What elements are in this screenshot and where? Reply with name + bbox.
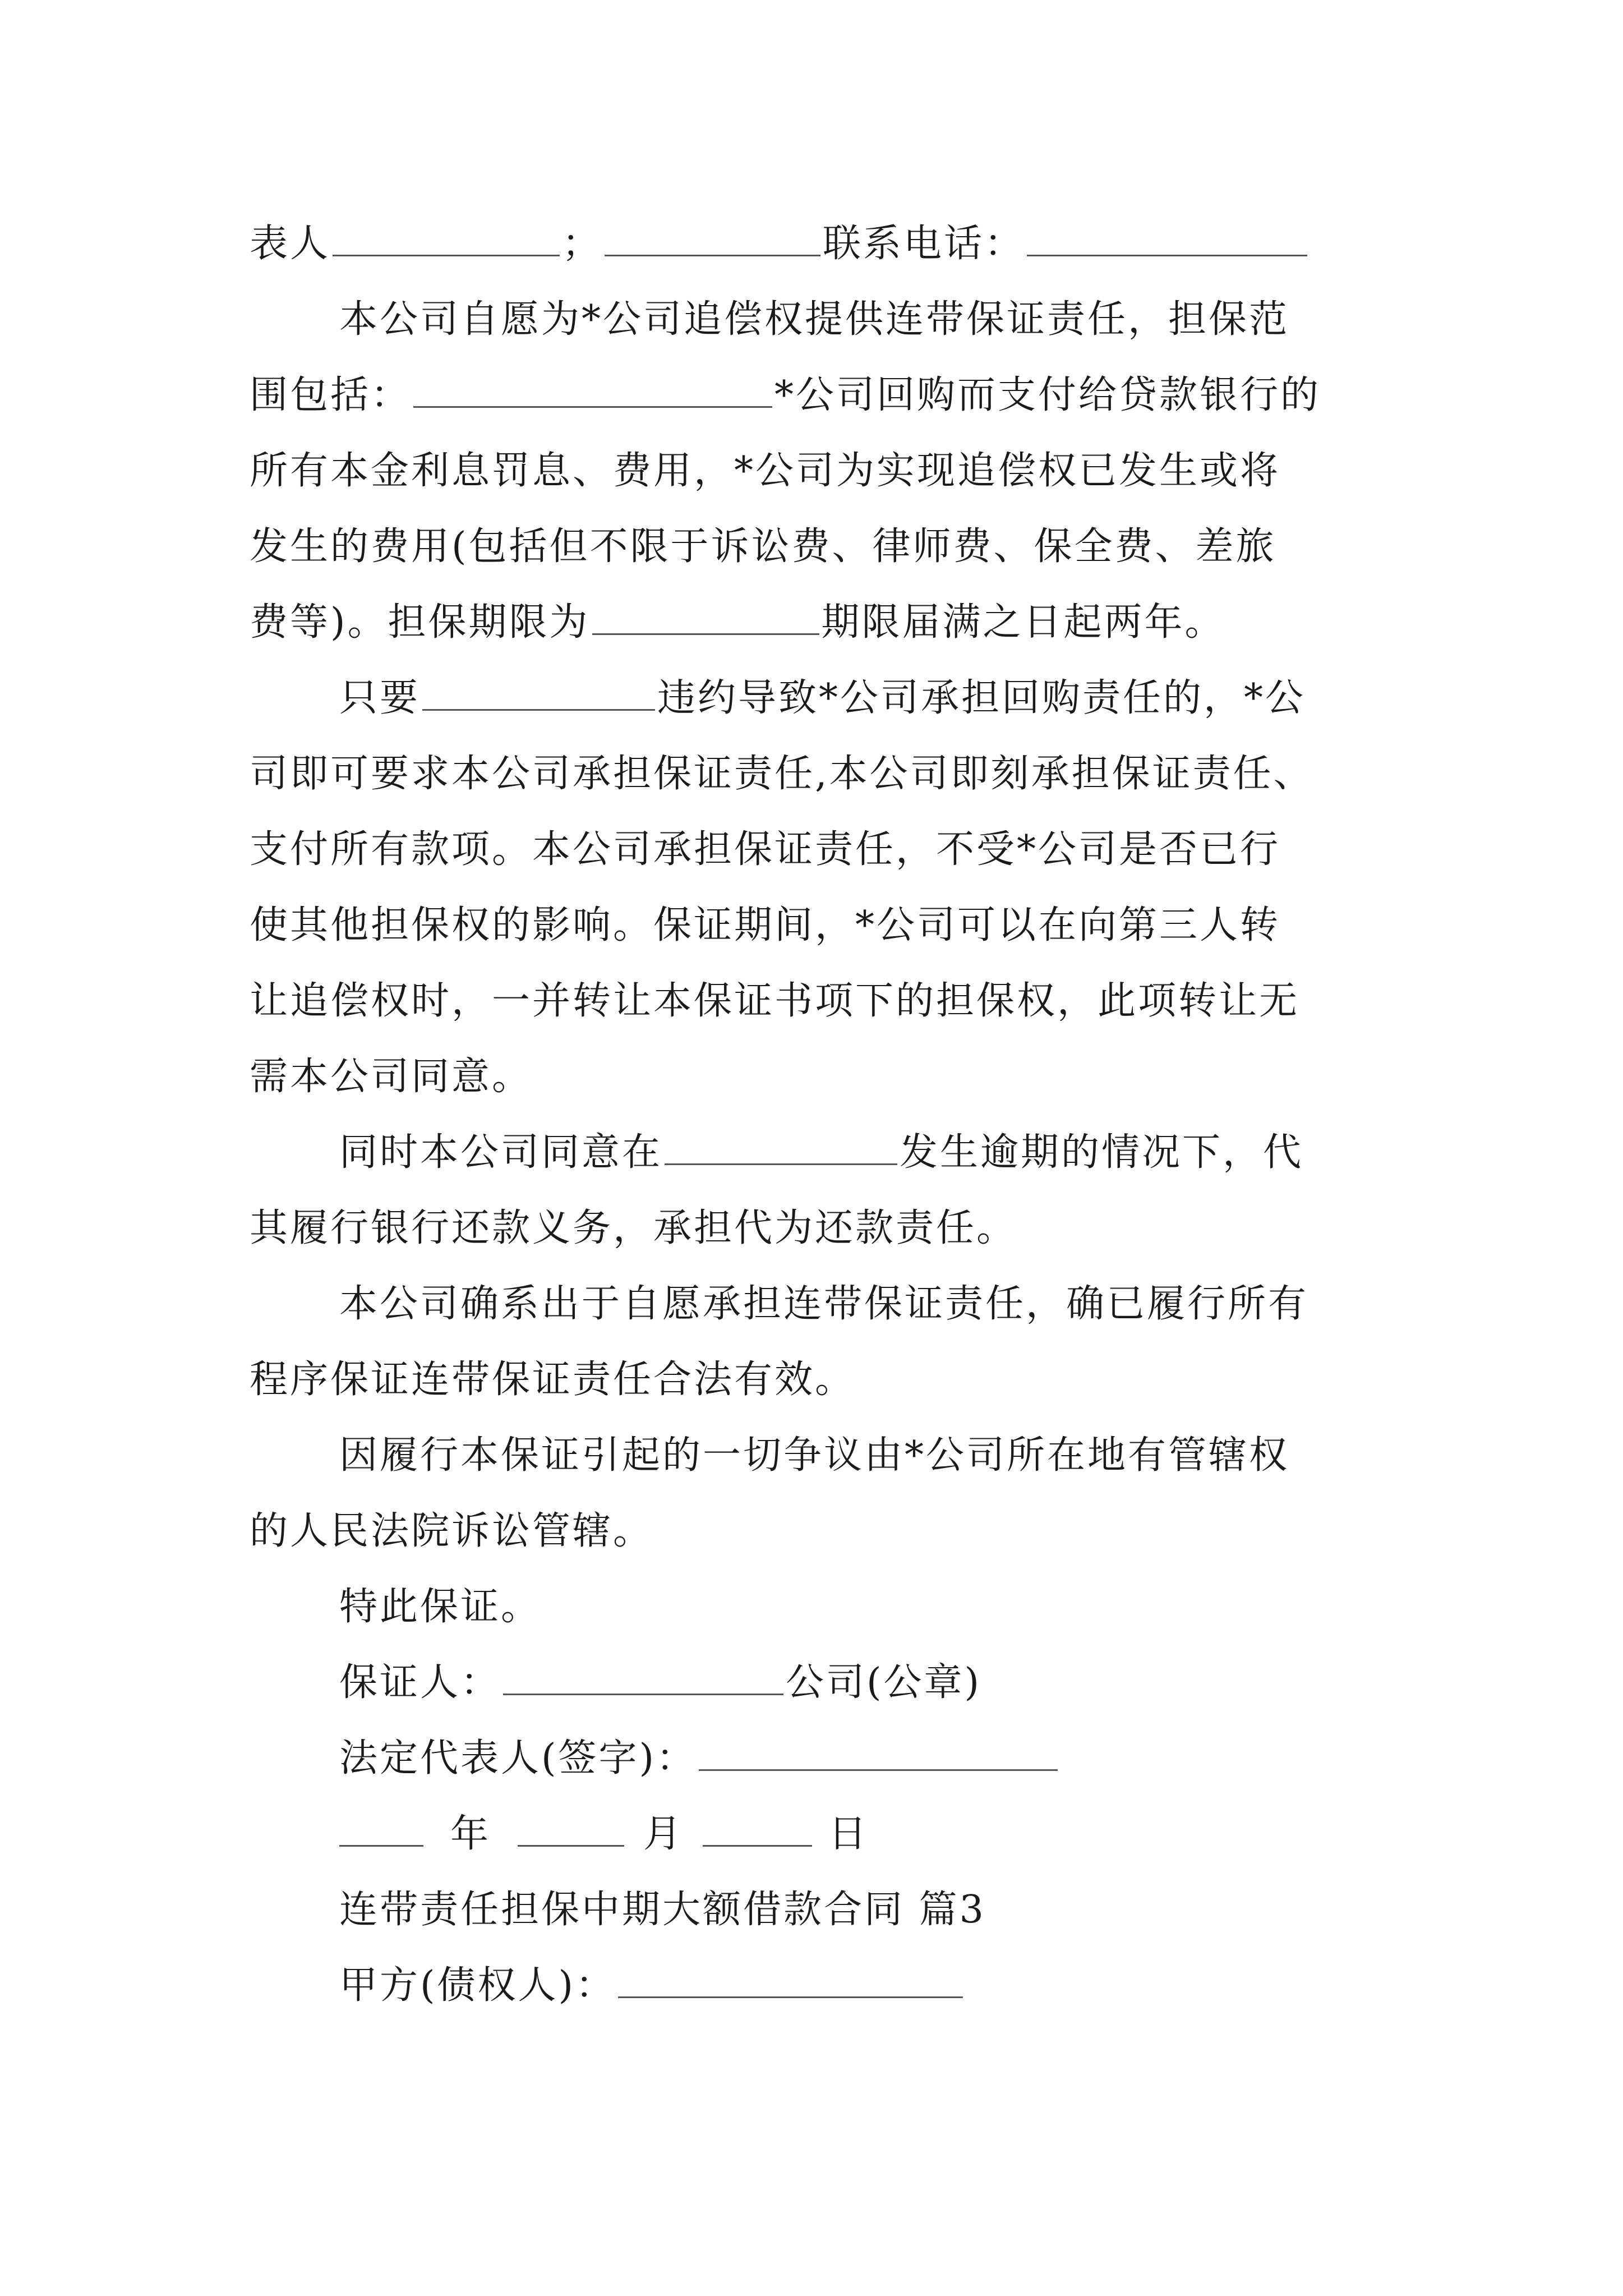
doc-line-15: 本公司确系出于自愿承担连带保证责任，确已履行所有 [339, 1282, 1309, 1326]
doc-line-11: 让追偿权时，一并转让本保证书项下的担保权，此项转让无 [250, 979, 1300, 1023]
text: 只要 [339, 676, 421, 720]
doc-line-14: 其履行银行还款义务，承担代为还款责任。 [250, 1206, 1017, 1250]
doc-line-4: 所有本金利息罚息、费用，*公司为实现追偿权已发生或将 [250, 449, 1281, 493]
doc-line-1 [250, 216, 1310, 272]
date-line [339, 1806, 885, 1862]
text: 发生逾期的情况下，代 [900, 1130, 1304, 1175]
blank-line [413, 374, 772, 408]
doc-line-9: 支付所有款项。本公司承担保证责任，不受*公司是否已行 [250, 827, 1281, 872]
text: 费等)。担保期限为 [250, 600, 590, 645]
blank-line [665, 1131, 897, 1165]
doc-line-6 [250, 595, 1225, 651]
text: 违约导致*公司承担回购责任的，*公 [657, 676, 1306, 720]
doc-line-18: 的人民法院诉讼管辖。 [250, 1509, 654, 1553]
text: 围包括： [250, 373, 412, 417]
section-heading: 连带责任担保中期大额借款合同 篇3 [339, 1888, 986, 1932]
text: 保证人： [339, 1660, 501, 1705]
doc-line-16: 程序保证连带保证责任合法有效。 [250, 1358, 856, 1402]
text: 同时本公司同意在 [339, 1130, 663, 1175]
phone-blank-line [1027, 222, 1307, 256]
year-label: 年 [450, 1812, 491, 1856]
party-a-blank-line [618, 1964, 963, 1998]
doc-line-12: 需本公司同意。 [250, 1055, 533, 1099]
month-blank-line [518, 1812, 624, 1847]
text: 表人 [250, 222, 331, 266]
legal-rep-line [339, 1731, 1060, 1787]
text: ； [562, 222, 603, 266]
doc-line-3 [250, 367, 1321, 424]
blank-line [333, 222, 560, 256]
year-blank-line [339, 1812, 423, 1847]
signature-blank-line [699, 1737, 1058, 1771]
month-label: 月 [643, 1812, 684, 1856]
day-blank-line [703, 1812, 812, 1847]
blank-line [592, 601, 819, 635]
doc-line-5: 发生的费用(包括但不限于诉讼费、律师费、保全费、差旅 [250, 524, 1276, 569]
text: 公司(公章) [786, 1660, 982, 1705]
doc-line-17: 因履行本保证引起的一切争议由*公司所在地有管辖权 [339, 1433, 1290, 1478]
text: 法定代表人(签字)： [339, 1736, 697, 1780]
guarantor-blank-line [503, 1661, 783, 1695]
doc-line-8: 司即可要求本公司承担保证责任,本公司即刻承担保证责任、 [250, 752, 1314, 796]
text: 甲方(债权人)： [339, 1963, 616, 2008]
day-label: 日 [828, 1812, 869, 1856]
party-a-line [339, 1958, 965, 2014]
doc-line-19: 特此保证。 [339, 1585, 542, 1629]
doc-line-2: 本公司自愿为*公司追偿权提供连带保证责任，担保范 [339, 297, 1290, 342]
blank-line [605, 222, 820, 256]
text: *公司回购而支付给贷款银行的 [774, 373, 1321, 417]
doc-line-10: 使其他担保权的影响。保证期间，*公司可以在向第三人转 [250, 903, 1281, 947]
text: 期限届满之日起两年。 [821, 600, 1225, 645]
text: 联系电话： [823, 222, 1025, 266]
doc-line-13 [339, 1125, 1303, 1181]
doc-line-7 [339, 670, 1306, 726]
blank-line [422, 677, 655, 711]
guarantor-line [339, 1655, 981, 1711]
